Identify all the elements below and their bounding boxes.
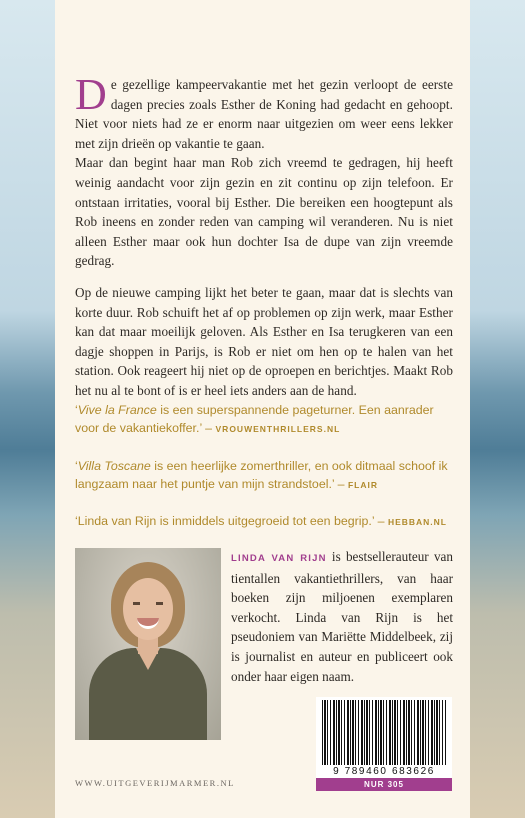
blurb-paragraph-1: De gezellige kampeervakantie met het gezin verloopt de eerste dagen precies zoals Esther de Koning had gedacht en gehoopt. Niet voor niets had ze er enorm naar uitgezien om weer eens lekker met zijn drieën op vakantie te gaan. bbox=[75, 70, 453, 151]
nur-code: NUR 305 bbox=[316, 778, 452, 791]
quote-source: VROUWENTHRILLERS.NL bbox=[215, 424, 341, 434]
sea-background-right bbox=[470, 0, 525, 818]
quote-source: FLAIR bbox=[347, 480, 379, 490]
quote-source: HEBBAN.NL bbox=[387, 517, 447, 527]
blurb bbox=[75, 70, 453, 401]
review-quote-1: ‘Vive la France is een superspannende pageturner. Een aanrader voor de vakantiekoffer.’ – VROUWENTHRILLERS.NL bbox=[75, 403, 434, 435]
barcode-bars bbox=[322, 700, 446, 765]
author-bio: LINDA VAN RIJN is bestsellerauteur van tientallen vakantiethrillers, van haar boeken zijn miljoenen exemplaren verkocht. Linda van Rijn is het pseudoniem van Mariëtte Middelbeek, zij is journalist en auteur en publiceert ook onder haar eigen naam. bbox=[231, 549, 453, 684]
publisher-website: WWW.UITGEVERIJMARMER.NL bbox=[75, 778, 235, 788]
isbn-number: 9 789460 683626 bbox=[333, 766, 435, 777]
drop-cap: D bbox=[75, 70, 107, 119]
book-title: Villa Toscane bbox=[77, 459, 151, 473]
isbn-barcode bbox=[316, 697, 452, 791]
review-quote-2: ‘Villa Toscane is een heerlijke zomerthriller, en ook ditmaal schoof ik langzaam naar het puntje van mijn strandstoel.’ – FLAIR bbox=[75, 459, 448, 491]
review-quote-3: ‘Linda van Rijn is inmiddels uitgegroeid tot een begrip.’ – HEBBAN.NL bbox=[75, 514, 447, 528]
blurb-paragraph-2: Maar dan begint haar man Rob zich vreemd te gedragen, hij heeft weinig aandacht voor zijn gezin en zit continu op zijn telefoon. Er ontstaan irritaties, vooral bij Esther. Die bereiken een hoogtepunt als Rob ineens en zonder reden van camping wil veranderen. Nu is niet alleen Esther maar ook hun dochter Isa de dupe van zijn vreemde gedrag. bbox=[75, 155, 453, 269]
author-photo bbox=[75, 548, 221, 740]
author-name: LINDA VAN RIJN bbox=[231, 553, 327, 564]
blurb-paragraph-3: Op de nieuwe camping lijkt het beter te gaan, maar dat is slechts van korte duur. Rob schuift het af op problemen op zijn werk, maar Esther kan dat maar moeilijk geloven. Als Esther en Isa terugkeren van een dagje shoppen in Parijs, is Rob er niet om hen op te halen van het station. Ook reageert hij niet op de oproepen en berichtjes. Maakt Rob het nu al te bont of is er heel iets anders aan de hand. bbox=[75, 284, 453, 398]
book-title: Vive la France bbox=[77, 403, 157, 417]
sea-background-left bbox=[0, 0, 55, 818]
